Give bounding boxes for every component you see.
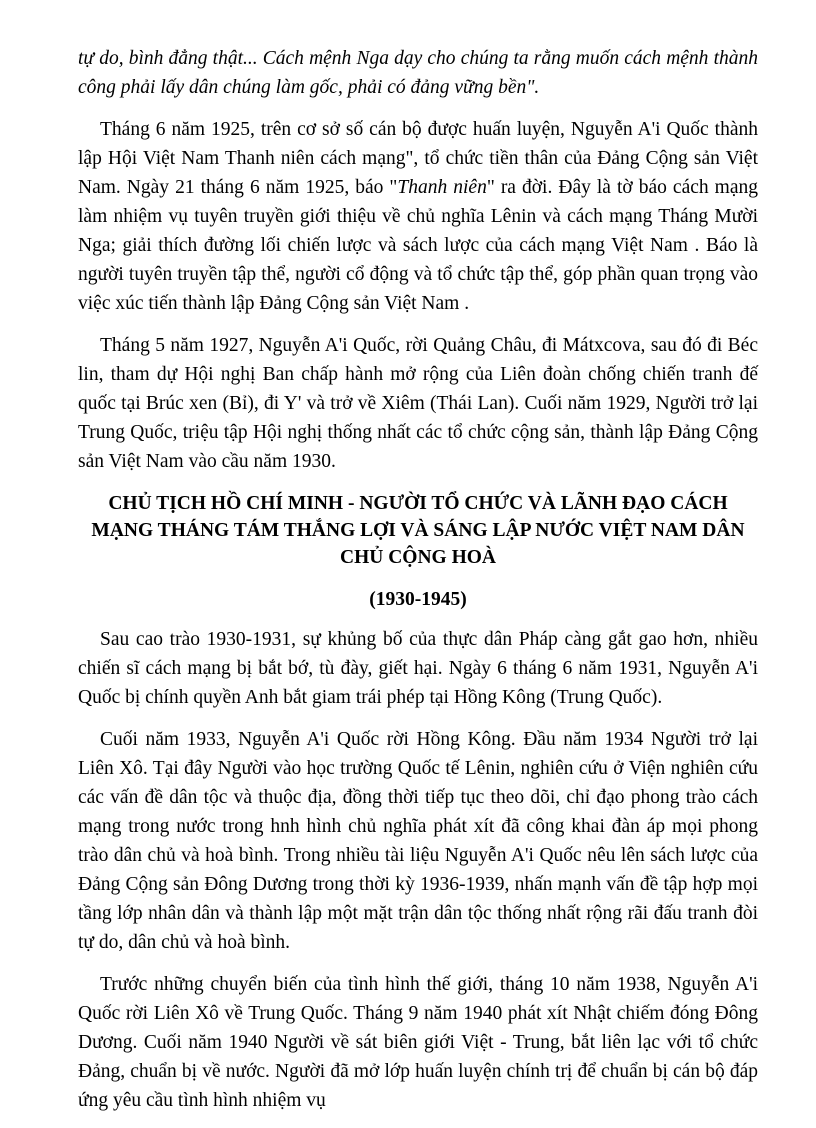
newspaper-title: Thanh niên — [397, 177, 487, 198]
paragraph-1927: Tháng 5 năm 1927, Nguyễn A'i Quốc, rời Quảng Châu, đi Mátxcova, sau đó đi Béc lin, tham dự Hội nghị Ban chấp hành mở rộng của Liên đoàn chống chiến tranh đế quốc tại Brúc xen (Bỉ), đi Y' và trở về Xiêm (Thái Lan). Cuối năm 1929, Người trở lại Trung Quốc, triệu tập Hội nghị thống nhất các tổ chức cộng sản, thành lập Đảng Cộng sản Việt Nam vào cầu năm 1930. — [78, 335, 758, 472]
paragraph-1933: Cuối năm 1933, Nguyễn A'i Quốc rời Hồng Kông. Đầu năm 1934 Người trở lại Liên Xô. Tại đây Người vào học trường Quốc tế Lênin, nghiên cứu ở Viện nghiên cứu các vấn đề dân tộc và thuộc địa, đồng thời tiếp tục theo dõi, chỉ đạo phong trào cách mạng trong nước trong hnh hình chủ nghĩa phát xít đã công khai đàn áp mọi phong trào dân chủ và hoà bình. Trong nhiều tài liệu Nguyễn A'i Quốc nêu lên sách lược của Đảng Cộng sản Đông Dương trong thời kỳ 1936-1939, nhấn mạnh vấn đề tập hợp mọi tầng lớp nhân dân và thành lập một mặt trận dân tộc thống nhất rộng rãi đấu tranh đòi tự do, dân chủ và hoà bình. — [78, 729, 758, 953]
section-heading: CHỦ TỊCH HỒ CHÍ MINH - NGƯỜI TỔ CHỨC VÀ LÃNH ĐẠO CÁCH MẠNG THÁNG TÁM THẮNG LỢI VÀ SÁNG LẬP NƯỚC VIỆT NAM DÂN CHỦ CỘNG HOÀ — [91, 493, 745, 568]
section-years: (1930-1945) — [369, 589, 467, 610]
paragraph-1938: Trước những chuyển biến của tình hình thế giới, tháng 10 năm 1938, Nguyễn A'i Quốc rời Liên Xô về Trung Quốc. Tháng 9 năm 1940 phát xít Nhật chiếm đóng Đông Dương. Cuối năm 1940 Người về sát biên giới Việt - Trung, bắt liên lạc với tổ chức Đảng, chuẩn bị về nước. Người đã mở lớp huấn luyện chính trị để chuẩn bị cán bộ đáp ứng yêu cầu tình hình nhiệm vụ — [78, 974, 758, 1111]
paragraph-1925 — [78, 115, 758, 318]
quote-paragraph: tự do, bình đẳng thật... Cách mệnh Nga dạy cho chúng ta rằng muốn cách mệnh thành công phải lấy dân chúng làm gốc, phải có đảng vững bền". — [78, 48, 758, 98]
document-page — [78, 44, 758, 1128]
paragraph-1925-part-a: Tháng 6 năm 1925, trên cơ sở số cán bộ được huấn luyện, Nguyễn A'i Quốc thành lập Hội Việt Nam Thanh niên cách mạng", tổ chức tiền thân của Đảng Cộng sản Việt Nam. Ngày 21 tháng 6 năm 1925, báo " — [78, 119, 758, 198]
paragraph-1925-part-b: " ra đời. Đây là tờ báo cách mạng làm nhiệm vụ tuyên truyền giới thiệu về chủ nghĩa Lênin và cách mạng Tháng Mười Nga; giải thích đường lối chiến lược và sách lược của cách mạng Việt Nam . Báo là người tuyên truyền tập thể, người cổ động và tổ chức tập thể, góp phần quan trọng vào việc xúc tiến thành lập Đảng Cộng sản Việt Nam . — [78, 177, 758, 314]
paragraph-1930: Sau cao trào 1930-1931, sự khủng bố của thực dân Pháp càng gắt gao hơn, nhiều chiến sĩ cách mạng bị bắt bớ, tù đày, giết hại. Ngày 6 tháng 6 năm 1931, Nguyễn A'i Quốc bị chính quyền Anh bắt giam trái phép tại Hồng Kông (Trung Quốc). — [78, 629, 758, 708]
